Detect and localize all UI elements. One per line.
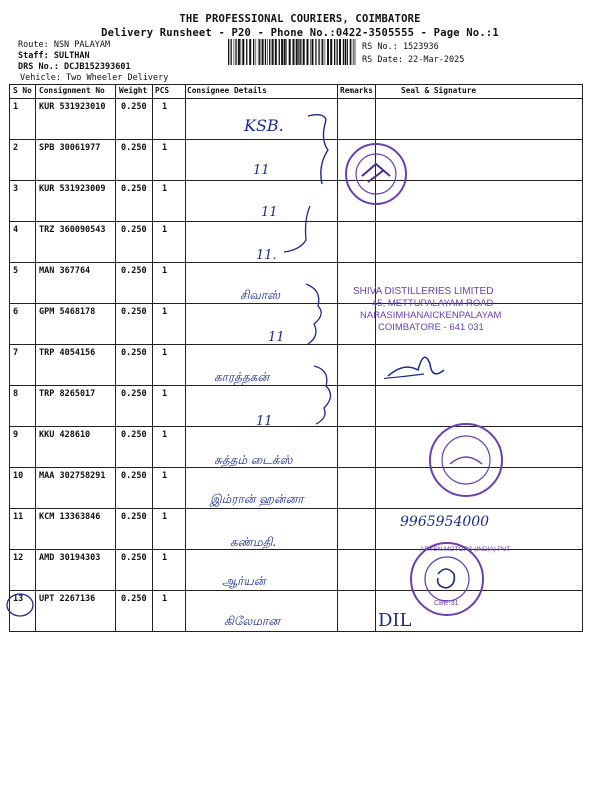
handwriting-row-8: 11: [256, 414, 273, 429]
cell-consignment: AMD 30194303: [39, 553, 101, 563]
cell-consignment: KUR 531923009: [39, 184, 106, 194]
bracket-scribble-4: [310, 360, 346, 430]
rs-number: RS No.: 1523936: [362, 42, 439, 52]
barcode-bar: [289, 39, 291, 65]
barcode-bar: [318, 39, 319, 65]
cell-sno: 7: [13, 348, 19, 358]
cell-consignment: TRZ 360090543: [39, 225, 106, 235]
barcode-bar: [350, 39, 351, 65]
cell-weight: 0.250: [121, 389, 147, 399]
cell-pcs: 1: [162, 594, 168, 604]
cell-weight: 0.250: [121, 430, 147, 440]
col-weight: Weight: [119, 86, 148, 95]
vehicle-label: Vehicle: Two Wheeler Delivery: [20, 73, 169, 83]
barcode-bar: [334, 39, 335, 65]
barcode-bar: [343, 39, 344, 65]
handwriting-row-3: 11: [261, 205, 278, 220]
shiva-stamp-line4: COIMBATORE - 641 031: [378, 322, 484, 333]
col-sno: S No: [13, 86, 32, 95]
cell-sno: 11: [13, 512, 24, 522]
bracket-scribble-3: [300, 280, 336, 350]
barcode-bar: [347, 39, 348, 65]
cell-sno: 13: [13, 594, 24, 604]
col-seal: Seal & Signature: [401, 86, 477, 95]
grid-hline: [9, 631, 583, 632]
cell-weight: 0.250: [121, 348, 147, 358]
grid-hline: [9, 590, 583, 591]
cell-weight: 0.250: [121, 594, 147, 604]
signature-scribble: [384, 340, 454, 400]
barcode-bar: [310, 39, 311, 65]
cell-sno: 3: [13, 184, 19, 194]
handwriting-row-1: KSB.: [244, 116, 284, 135]
barcode-bar: [265, 39, 266, 65]
barcode-bar: [228, 39, 229, 65]
handwriting-row-2: 11: [253, 163, 270, 178]
barcode-bar: [256, 39, 257, 65]
barcode-bar: [303, 39, 305, 65]
cell-sno: 1: [13, 102, 19, 112]
barcode-bar: [293, 39, 295, 65]
grid-hline: [9, 84, 583, 85]
grid-hline: [9, 303, 583, 304]
barcode-bar: [286, 39, 287, 65]
grid-hline: [9, 385, 583, 386]
cell-weight: 0.250: [121, 307, 147, 317]
cell-consignment: KKU 428610: [39, 430, 91, 440]
cell-pcs: 1: [162, 512, 168, 522]
cell-consignment: MAA 302758291: [39, 471, 106, 481]
cell-pcs: 1: [162, 389, 168, 399]
barcode-bar: [272, 39, 274, 65]
barcode-bar: [231, 39, 232, 65]
cell-pcs: 1: [162, 430, 168, 440]
grid-hline: [9, 139, 583, 140]
barcode-bar: [258, 39, 259, 65]
barcode-bar: [345, 39, 346, 65]
cell-sno: 6: [13, 307, 19, 317]
barcode-bar: [234, 39, 235, 65]
handwriting-row-5: சிவாஸ்: [240, 288, 281, 302]
aryen-stamp-name: ARYEN MOTORS (INDIA) PVT: [420, 546, 511, 553]
grid-hline: [9, 180, 583, 181]
barcode-bar: [246, 39, 247, 65]
shiva-stamp-line1: SHIVA DISTILLERIES LIMITED: [353, 286, 494, 297]
cell-consignment: GPM 5468178: [39, 307, 96, 317]
seal-stamp-2: [420, 420, 514, 502]
cell-pcs: 1: [162, 184, 168, 194]
cell-sno: 4: [13, 225, 19, 235]
cell-weight: 0.250: [121, 553, 147, 563]
barcode-bar: [235, 39, 236, 65]
barcode-bar: [269, 39, 270, 65]
aryen-stamp-city: CBE-31: [434, 600, 459, 607]
barcode-bar: [267, 39, 268, 65]
barcode-bar: [298, 39, 299, 65]
col-details: Consignee Details: [187, 86, 267, 95]
cell-weight: 0.250: [121, 471, 147, 481]
cell-sno: 12: [13, 553, 24, 563]
remarks-row-13: DIL: [378, 610, 412, 631]
runsheet-title: Delivery Runsheet - P20 - Phone No.:0422-3505555 - Page No.:1: [101, 27, 499, 39]
barcode-bar: [281, 39, 283, 65]
barcode-bar: [307, 39, 309, 65]
barcode-bar: [238, 39, 240, 65]
cell-consignment: KCM 13363846: [39, 512, 101, 522]
shiva-stamp-line2: 45, METTUPALAYAM ROAD: [372, 298, 494, 309]
col-consignment: Consignment No: [39, 86, 105, 95]
bracket-scribble-2: [280, 200, 320, 270]
rs-date: RS Date: 22-Mar-2025: [362, 55, 465, 65]
grid-hline: [9, 98, 583, 99]
cell-weight: 0.250: [121, 225, 147, 235]
cell-pcs: 1: [162, 348, 168, 358]
barcode: [228, 39, 356, 65]
barcode-bar: [253, 39, 254, 65]
bracket-scribble: [300, 110, 340, 190]
cell-sno: 8: [13, 389, 19, 399]
col-pcs: PCS: [155, 86, 170, 95]
barcode-bar: [262, 39, 264, 65]
cell-weight: 0.250: [121, 266, 147, 276]
barcode-bar: [325, 39, 326, 65]
cell-consignment: SPB 30061977: [39, 143, 101, 153]
barcode-bar: [249, 39, 251, 65]
grid-hline: [9, 344, 583, 345]
barcode-bar: [353, 39, 354, 65]
barcode-bar: [284, 39, 286, 65]
handwriting-row-6: 11: [268, 330, 285, 345]
route-label: Route: NSN PALAYAM: [18, 40, 111, 50]
barcode-bar: [242, 39, 244, 65]
barcode-bar: [300, 39, 301, 65]
handwriting-row-9: சுத்தம் டைக்ஸ்: [214, 453, 293, 467]
grid-hline: [9, 508, 583, 509]
barcode-bar: [241, 39, 242, 65]
handwriting-row-7: காரத்தகன்: [214, 370, 270, 384]
cell-pcs: 1: [162, 471, 168, 481]
barcode-bar: [330, 39, 332, 65]
rs-info: [362, 41, 464, 67]
cell-pcs: 1: [162, 553, 168, 563]
cell-weight: 0.250: [121, 184, 147, 194]
cell-sno: 5: [13, 266, 19, 276]
cell-consignment: TRP 4054156: [39, 348, 96, 358]
shiva-stamp-line3: NARASIMHANAICKENPALAYAM: [360, 310, 502, 321]
cell-consignment: UPT 2267136: [39, 594, 96, 604]
staff-label: Staff: SULTHAN: [18, 51, 90, 61]
handwritten-phone: 9965954000: [400, 514, 490, 530]
barcode-bar: [279, 39, 280, 65]
cell-pcs: 1: [162, 266, 168, 276]
handwriting-row-12: ஆர்யன்: [222, 574, 266, 588]
barcode-bar: [355, 39, 356, 65]
cell-weight: 0.250: [121, 143, 147, 153]
barcode-bar: [275, 39, 277, 65]
cell-consignment: TRP 8265017: [39, 389, 96, 399]
barcode-bar: [327, 39, 329, 65]
handwriting-row-13: கிலேமான: [224, 614, 280, 628]
drs-label: DRS No.: DCJB152393601: [18, 62, 131, 72]
barcode-bar: [337, 39, 338, 65]
cell-pcs: 1: [162, 307, 168, 317]
cell-sno: 10: [13, 471, 24, 481]
barcode-bar: [321, 39, 322, 65]
cell-pcs: 1: [162, 143, 168, 153]
cell-pcs: 1: [162, 225, 168, 235]
barcode-bar: [339, 39, 341, 65]
company-title: THE PROFESSIONAL COURIERS, COIMBATORE: [179, 13, 421, 25]
cell-sno: 9: [13, 430, 19, 440]
barcode-bar: [322, 39, 323, 65]
barcode-bar: [315, 39, 316, 65]
seal-stamp-1: [338, 140, 414, 208]
cell-weight: 0.250: [121, 512, 147, 522]
barcode-bar: [312, 39, 314, 65]
cell-consignment: MAN 367764: [39, 266, 91, 276]
cell-weight: 0.250: [121, 102, 147, 112]
barcode-bar: [259, 39, 260, 65]
cell-pcs: 1: [162, 102, 168, 112]
col-remarks: Remarks: [340, 86, 373, 95]
row-13-circle: [4, 590, 38, 620]
cell-sno: 2: [13, 143, 19, 153]
handwriting-row-10: இம்ரான் ஹன்னா: [210, 492, 304, 506]
barcode-bar: [352, 39, 353, 65]
barcode-bar: [296, 39, 298, 65]
handwriting-row-11: கண்மதி.: [230, 535, 277, 549]
cell-consignment: KUR 531923010: [39, 102, 106, 112]
handwriting-row-4: 11.: [256, 248, 277, 263]
